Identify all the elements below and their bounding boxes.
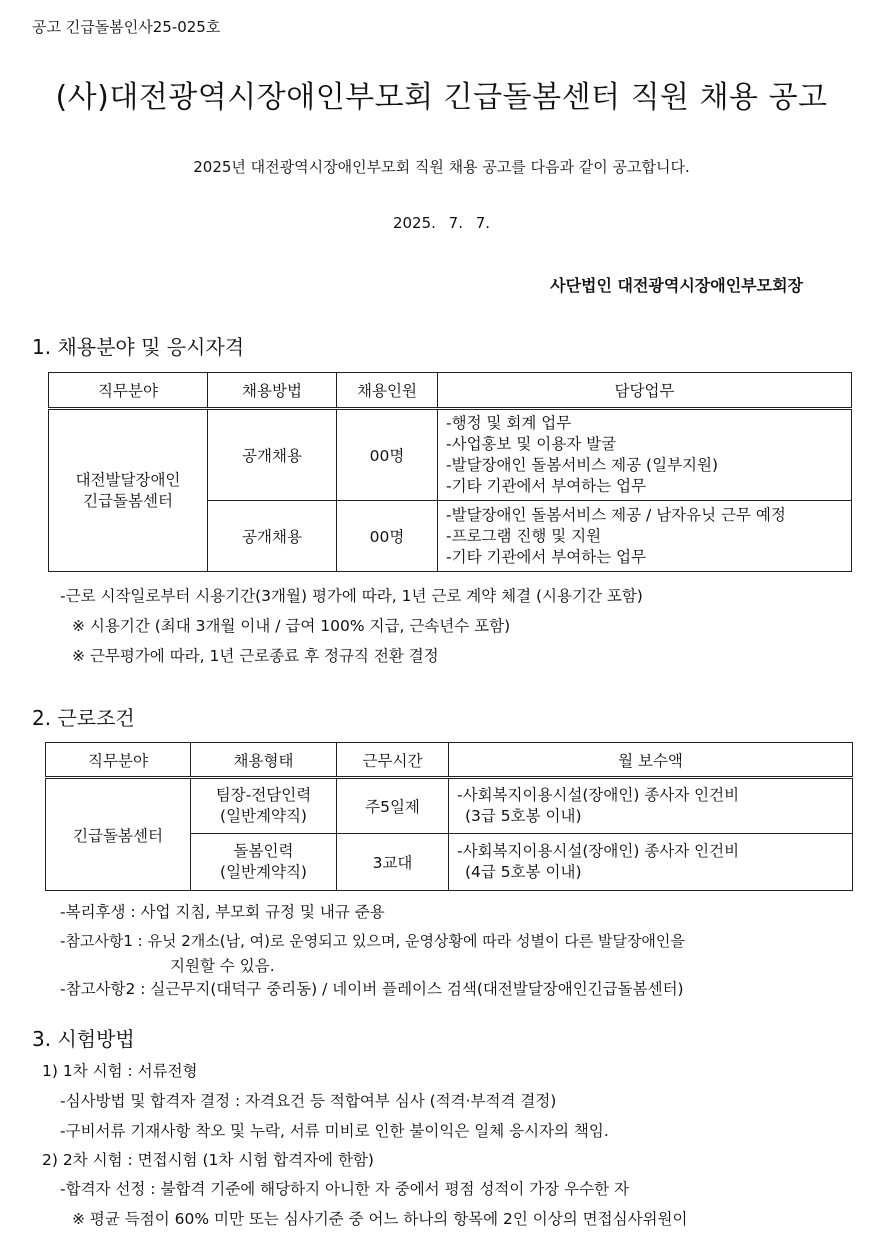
job-field-cell: 대전발달장애인 긴급돌봄센터 bbox=[49, 409, 208, 572]
monthly-pay: -사회복지이용시설(장애인) 종사자 인건비 (3급 5호봉 이내) bbox=[449, 778, 853, 834]
note-line: ※ 시용기간 (최대 3개월 이내 / 급여 100% 지급, 근속년수 포함) bbox=[72, 617, 511, 635]
exam-line: 2) 2차 시험 : 면접시험 (1차 시험 합격자에 한함) bbox=[42, 1151, 374, 1169]
table-row bbox=[46, 778, 853, 834]
table-header: 직무분야 bbox=[46, 743, 191, 778]
table-header: 직무분야 bbox=[49, 373, 208, 409]
exam-line: -합격자 선정 : 불합격 기준에 해당하지 아니한 자 중에서 평점 성적이 가장 우수한 자 bbox=[60, 1180, 629, 1198]
page-title: (사)대전광역시장애인부모회 긴급돌봄센터 직원 채용 공고 bbox=[55, 80, 828, 115]
table-header: 근무시간 bbox=[337, 743, 449, 778]
recruitment-table bbox=[48, 372, 852, 572]
job-field-cell: 긴급돌봄센터 bbox=[46, 778, 191, 891]
monthly-pay: -사회복지이용시설(장애인) 종사자 인건비 (4급 5호봉 이내) bbox=[449, 834, 853, 891]
note-line: -복리후생 : 사업 지침, 부모회 규정 및 내규 준용 bbox=[60, 903, 385, 921]
note-line: -참고사항1 : 유닛 2개소(남, 여)로 운영되고 있으며, 운영상황에 따라 성별이 다른 발달장애인을 bbox=[60, 932, 685, 950]
intro-text: 2025년 대전광역시장애인부모회 직원 채용 공고를 다음과 같이 공고합니다. bbox=[193, 158, 690, 176]
hiring-method: 공개채용 bbox=[208, 501, 337, 572]
exam-line: -구비서류 기재사항 착오 및 누락, 서류 미비로 인한 불이익은 일체 응시자의 책임. bbox=[60, 1122, 609, 1140]
section3-heading: 3. 시험방법 bbox=[32, 1027, 135, 1051]
work-conditions-table bbox=[45, 742, 853, 891]
table-header: 채용인원 bbox=[337, 373, 438, 409]
hiring-count: 00명 bbox=[337, 409, 438, 501]
note-line: -참고사항2 : 실근무지(대덕구 중리동) / 네이버 플레이스 검색(대전발달장애인긴급돌봄센터) bbox=[60, 980, 684, 998]
table-header: 채용방법 bbox=[208, 373, 337, 409]
work-hours: 3교대 bbox=[337, 834, 449, 891]
section1-heading: 1. 채용분야 및 응시자격 bbox=[32, 335, 245, 359]
section2-heading: 2. 근로조건 bbox=[32, 706, 135, 730]
table-header: 담당업무 bbox=[438, 373, 852, 409]
exam-line: -심사방법 및 합격자 결정 : 자격요건 등 적합여부 심사 (적격·부적격 결정) bbox=[60, 1092, 557, 1110]
duties-cell: -행정 및 회계 업무 -사업홍보 및 이용자 발굴 -발달장애인 돌봄서비스 제공 (일부지원) -기타 기관에서 부여하는 업무 bbox=[438, 409, 852, 501]
organization-signature: 사단법인 대전광역시장애인부모회장 bbox=[550, 276, 803, 295]
note-line: ※ 근무평가에 따라, 1년 근로종료 후 정규직 전환 결정 bbox=[72, 647, 439, 665]
note-line: -근로 시작일로부터 시용기간(3개월) 평가에 따라, 1년 근로 계약 체결 (시용기간 포함) bbox=[60, 587, 643, 605]
hiring-method: 공개채용 bbox=[208, 409, 337, 501]
employment-type: 돌봄인력 (일반계약직) bbox=[191, 834, 337, 891]
document-number: 공고 긴급돌봄인사25-025호 bbox=[32, 18, 221, 36]
exam-line: ※ 평균 득점이 60% 미만 또는 심사기준 중 어느 하나의 항목에 2인 이상의 면접심사위원이 bbox=[72, 1210, 688, 1228]
table-header: 월 보수액 bbox=[449, 743, 853, 778]
work-hours: 주5일제 bbox=[337, 778, 449, 834]
hiring-count: 00명 bbox=[337, 501, 438, 572]
note-line: 지원할 수 있음. bbox=[170, 957, 275, 975]
announcement-date: 2025. 7. 7. bbox=[392, 214, 491, 232]
table-row bbox=[49, 409, 852, 501]
duties-cell: -발달장애인 돌봄서비스 제공 / 남자유닛 근무 예정 -프로그램 진행 및 지원 -기타 기관에서 부여하는 업무 bbox=[438, 501, 852, 572]
table-header: 채용형태 bbox=[191, 743, 337, 778]
exam-line: 1) 1차 시험 : 서류전형 bbox=[42, 1062, 198, 1080]
employment-type: 팀장-전담인력 (일반계약직) bbox=[191, 778, 337, 834]
